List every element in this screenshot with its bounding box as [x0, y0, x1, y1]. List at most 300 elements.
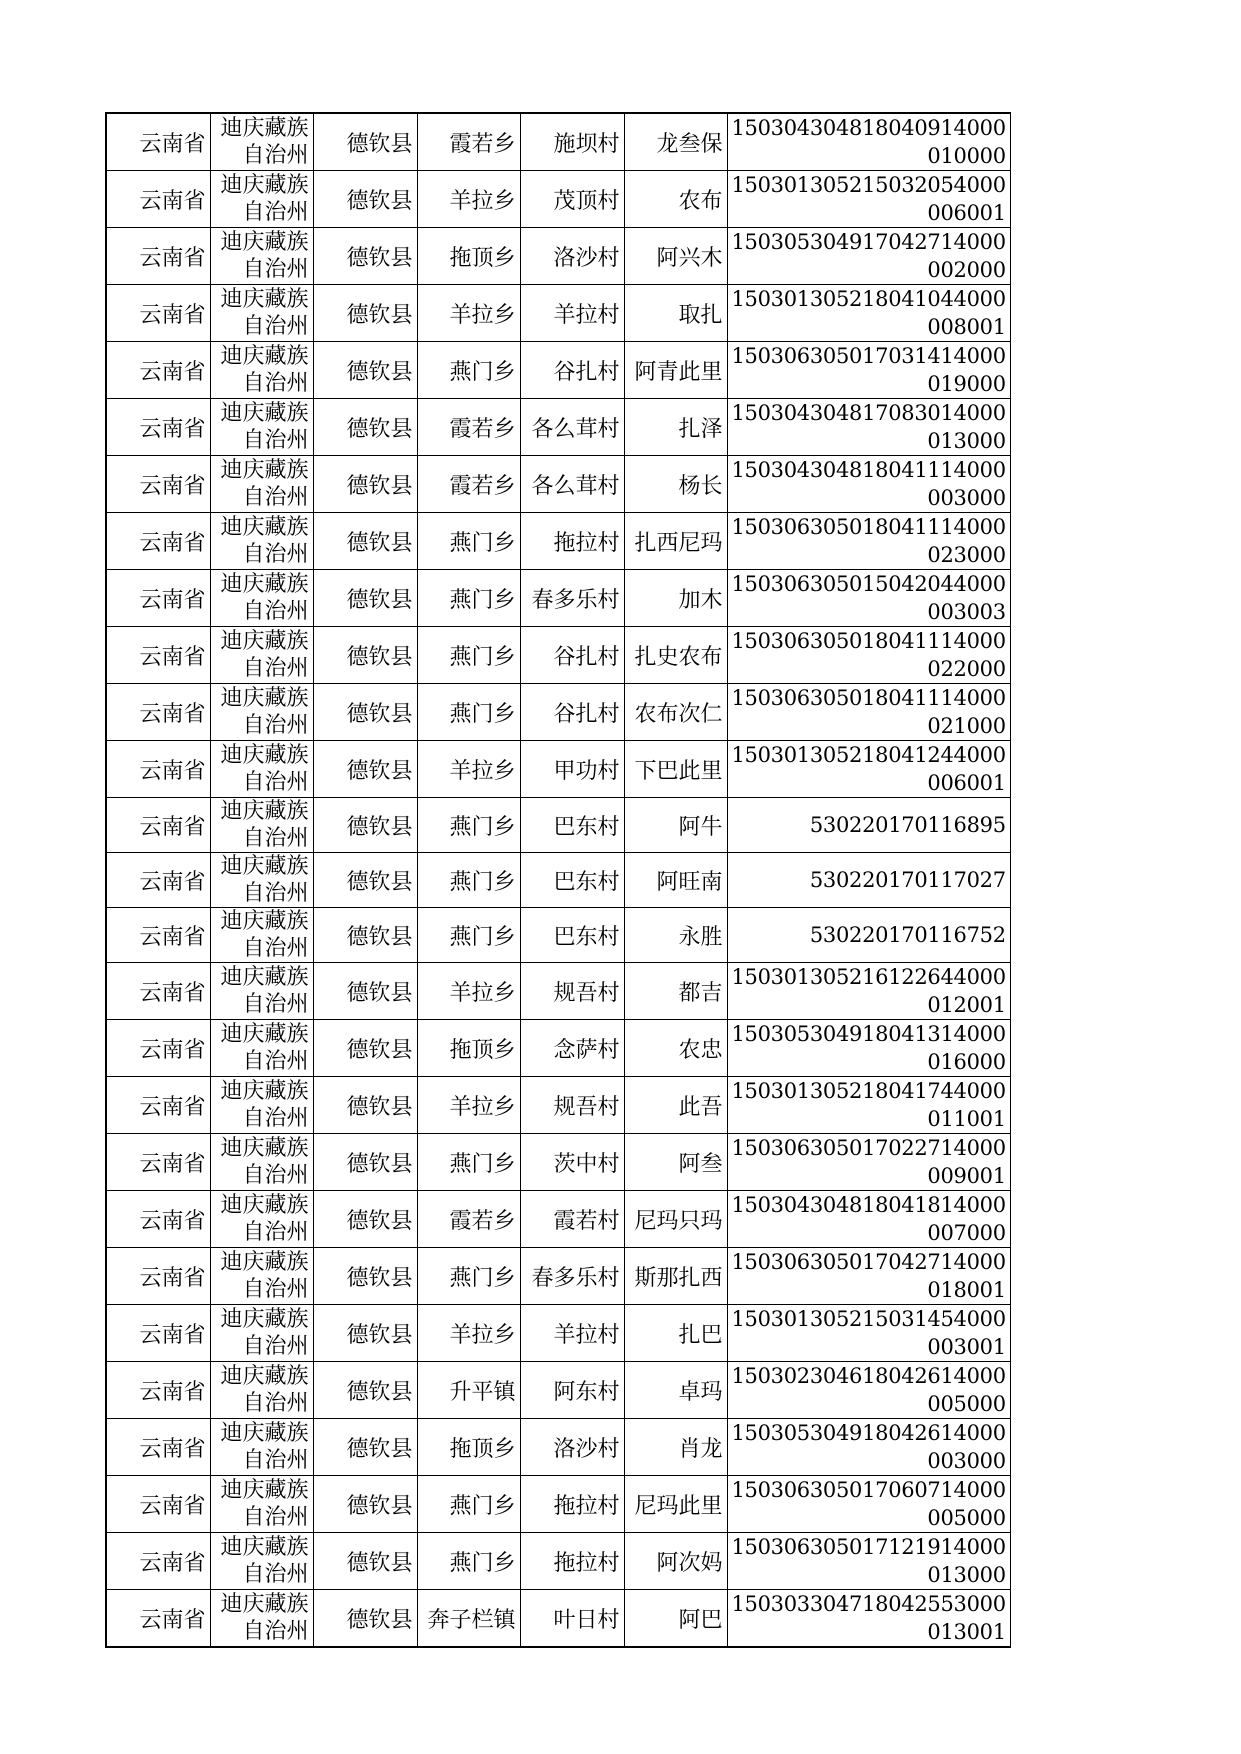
county-cell: 德钦县: [313, 285, 417, 342]
prefecture-line-2: 自治州: [242, 257, 309, 282]
county-cell: 德钦县: [313, 798, 417, 853]
id-number-cell: [727, 741, 1010, 798]
province-cell: 云南省: [106, 908, 210, 963]
name-cell: 农布次仁: [624, 684, 727, 741]
name-cell: 阿叁: [624, 1134, 727, 1191]
prefecture-line-1: 迪庆藏族: [220, 1478, 309, 1503]
name-cell: 永胜: [624, 908, 727, 963]
id-number-cell: [727, 342, 1010, 399]
id-number-cell: [727, 228, 1010, 285]
township-cell: 燕门乡: [417, 1476, 520, 1533]
county-cell: 德钦县: [313, 963, 417, 1020]
province-cell: 云南省: [106, 1476, 210, 1533]
name-cell: 龙叁保: [624, 113, 727, 171]
village-cell: 各么茸村: [520, 399, 624, 456]
village-cell: 规吾村: [520, 1077, 624, 1134]
name-cell: 斯那扎西: [624, 1248, 727, 1305]
province-cell: 云南省: [106, 399, 210, 456]
county-cell: 德钦县: [313, 1533, 417, 1590]
table-row: [106, 1362, 1010, 1419]
id-number-line-1: 150305304918042614000: [731, 1421, 1006, 1445]
prefecture-line-2: 自治州: [242, 485, 309, 510]
township-cell: 拖顶乡: [417, 228, 520, 285]
province-cell: 云南省: [106, 1590, 210, 1648]
name-cell: 阿次妈: [624, 1533, 727, 1590]
id-number-line-2: 013001: [927, 1620, 1006, 1644]
prefecture-cell: [210, 113, 313, 171]
id-number-line-1: 150302304618042614000: [731, 1364, 1006, 1388]
prefecture-cell: [210, 741, 313, 798]
village-cell: 谷扎村: [520, 342, 624, 399]
prefecture-cell: [210, 1077, 313, 1134]
prefecture-line-2: 自治州: [242, 1106, 309, 1131]
prefecture-line-1: 迪庆藏族: [220, 909, 309, 934]
table-row: [106, 1419, 1010, 1476]
prefecture-line-2: 自治州: [242, 1163, 309, 1188]
province-cell: 云南省: [106, 113, 210, 171]
id-number-line-1: 150305304918041314000: [731, 1022, 1006, 1046]
township-cell: 羊拉乡: [417, 963, 520, 1020]
name-cell: 加木: [624, 570, 727, 627]
county-cell: 德钦县: [313, 627, 417, 684]
prefecture-cell: [210, 1191, 313, 1248]
province-cell: 云南省: [106, 171, 210, 228]
id-number-line-2: 003001: [927, 1335, 1006, 1359]
province-cell: 云南省: [106, 513, 210, 570]
table-row: [106, 1533, 1010, 1590]
prefecture-cell: [210, 963, 313, 1020]
township-cell: 羊拉乡: [417, 1305, 520, 1362]
table-row: [106, 228, 1010, 285]
id-number-cell: [727, 1362, 1010, 1419]
province-cell: 云南省: [106, 798, 210, 853]
prefecture-line-2: 自治州: [242, 599, 309, 624]
table-row: [106, 513, 1010, 570]
id-number-line-1: 150306305018041114000: [731, 515, 1006, 539]
id-number-line-2: 008001: [927, 315, 1006, 339]
id-number-line-1: 150306305018041114000: [731, 686, 1006, 710]
name-cell: 尼玛只玛: [624, 1191, 727, 1248]
name-cell: 阿旺南: [624, 853, 727, 908]
prefecture-line-1: 迪庆藏族: [220, 1364, 309, 1389]
prefecture-line-1: 迪庆藏族: [220, 629, 309, 654]
prefecture-line-1: 迪庆藏族: [220, 965, 309, 990]
table-body: [106, 113, 1010, 1647]
township-cell: 羊拉乡: [417, 171, 520, 228]
village-cell: 念萨村: [520, 1020, 624, 1077]
table-row: [106, 741, 1010, 798]
township-cell: 霞若乡: [417, 1191, 520, 1248]
table-row: [106, 627, 1010, 684]
county-cell: 德钦县: [313, 908, 417, 963]
name-cell: 扎史农布: [624, 627, 727, 684]
id-number-cell: [727, 1305, 1010, 1362]
province-cell: 云南省: [106, 684, 210, 741]
prefecture-line-1: 迪庆藏族: [220, 116, 309, 141]
id-number-cell: [727, 570, 1010, 627]
township-cell: 羊拉乡: [417, 741, 520, 798]
id-number-cell: [727, 113, 1010, 171]
county-cell: 德钦县: [313, 570, 417, 627]
table-row: [106, 1020, 1010, 1077]
id-number-cell: 530220170116752: [727, 908, 1010, 963]
prefecture-line-2: 自治州: [242, 936, 309, 961]
village-cell: 拖拉村: [520, 1533, 624, 1590]
province-cell: 云南省: [106, 456, 210, 513]
village-cell: 巴东村: [520, 853, 624, 908]
id-number-line-2: 018001: [927, 1278, 1006, 1302]
township-cell: 燕门乡: [417, 1533, 520, 1590]
village-cell: 叶日村: [520, 1590, 624, 1648]
province-cell: 云南省: [106, 570, 210, 627]
prefecture-cell: [210, 853, 313, 908]
township-cell: 燕门乡: [417, 908, 520, 963]
prefecture-line-2: 自治州: [242, 770, 309, 795]
prefecture-cell: [210, 1419, 313, 1476]
village-cell: 春多乐村: [520, 570, 624, 627]
village-cell: 拖拉村: [520, 1476, 624, 1533]
village-cell: 施坝村: [520, 113, 624, 171]
name-cell: 卓玛: [624, 1362, 727, 1419]
id-number-line-2: 022000: [927, 657, 1006, 681]
province-cell: 云南省: [106, 963, 210, 1020]
county-cell: 德钦县: [313, 1476, 417, 1533]
id-number-line-2: 005000: [927, 1392, 1006, 1416]
county-cell: 德钦县: [313, 853, 417, 908]
village-cell: 茨中村: [520, 1134, 624, 1191]
county-cell: 德钦县: [313, 342, 417, 399]
id-number-line-2: 023000: [927, 543, 1006, 567]
id-number-cell: [727, 1077, 1010, 1134]
id-number-line-2: 021000: [927, 714, 1006, 738]
name-cell: 扎西尼玛: [624, 513, 727, 570]
township-cell: 燕门乡: [417, 853, 520, 908]
id-number-cell: [727, 1248, 1010, 1305]
county-cell: 德钦县: [313, 741, 417, 798]
id-number-line-1: 150301305218041044000: [731, 287, 1006, 311]
county-cell: 德钦县: [313, 684, 417, 741]
county-cell: 德钦县: [313, 1134, 417, 1191]
table-row: [106, 285, 1010, 342]
id-number-line-1: 150306305015042044000: [731, 572, 1006, 596]
name-cell: 杨长: [624, 456, 727, 513]
prefecture-cell: [210, 342, 313, 399]
township-cell: 拖顶乡: [417, 1419, 520, 1476]
county-cell: 德钦县: [313, 1248, 417, 1305]
county-cell: 德钦县: [313, 1305, 417, 1362]
name-cell: 阿牛: [624, 798, 727, 853]
prefecture-line-2: 自治州: [242, 1562, 309, 1587]
id-number-line-2: 003003: [927, 600, 1006, 624]
prefecture-line-1: 迪庆藏族: [220, 401, 309, 426]
prefecture-cell: [210, 908, 313, 963]
village-cell: 洛沙村: [520, 228, 624, 285]
id-number-line-2: 002000: [927, 258, 1006, 282]
county-cell: 德钦县: [313, 113, 417, 171]
prefecture-line-2: 自治州: [242, 1448, 309, 1473]
village-cell: 各么茸村: [520, 456, 624, 513]
village-cell: 规吾村: [520, 963, 624, 1020]
table-row: [106, 171, 1010, 228]
name-cell: 扎泽: [624, 399, 727, 456]
id-number-cell: [727, 1590, 1010, 1648]
table-row: [106, 342, 1010, 399]
id-number-line-1: 150306305017031414000: [731, 344, 1006, 368]
prefecture-cell: [210, 1590, 313, 1648]
prefecture-line-2: 自治州: [242, 881, 309, 906]
village-cell: 谷扎村: [520, 627, 624, 684]
table-row: [106, 113, 1010, 171]
prefecture-line-1: 迪庆藏族: [220, 1535, 309, 1560]
township-cell: 羊拉乡: [417, 1077, 520, 1134]
village-cell: 拖拉村: [520, 513, 624, 570]
id-number-line-2: 005000: [927, 1506, 1006, 1530]
province-cell: 云南省: [106, 1134, 210, 1191]
id-number-line-1: 150306305017042714000: [731, 1250, 1006, 1274]
prefecture-line-1: 迪庆藏族: [220, 1136, 309, 1161]
id-number-line-2: 010000: [927, 144, 1006, 168]
table-row: [106, 1305, 1010, 1362]
id-number-cell: [727, 171, 1010, 228]
prefecture-cell: [210, 627, 313, 684]
county-cell: 德钦县: [313, 1362, 417, 1419]
id-number-line-1: 150306305018041114000: [731, 629, 1006, 653]
table-row: [106, 853, 1010, 908]
prefecture-cell: [210, 171, 313, 228]
prefecture-line-1: 迪庆藏族: [220, 854, 309, 879]
prefecture-line-2: 自治州: [242, 713, 309, 738]
id-number-line-2: 006001: [927, 201, 1006, 225]
prefecture-cell: [210, 1362, 313, 1419]
township-cell: 霞若乡: [417, 456, 520, 513]
id-number-line-2: 003000: [927, 486, 1006, 510]
table-row: [106, 1077, 1010, 1134]
prefecture-cell: [210, 798, 313, 853]
province-cell: 云南省: [106, 1191, 210, 1248]
province-cell: 云南省: [106, 741, 210, 798]
prefecture-line-2: 自治州: [242, 428, 309, 453]
id-number-line-1: 150301305215031454000: [731, 1307, 1006, 1331]
id-number-line-1: 150303304718042553000: [731, 1592, 1006, 1616]
prefecture-line-2: 自治州: [242, 1505, 309, 1530]
village-cell: 春多乐村: [520, 1248, 624, 1305]
prefecture-line-2: 自治州: [242, 1277, 309, 1302]
name-cell: 尼玛此里: [624, 1476, 727, 1533]
province-cell: 云南省: [106, 1305, 210, 1362]
county-cell: 德钦县: [313, 456, 417, 513]
table-row: [106, 570, 1010, 627]
prefecture-cell: [210, 1248, 313, 1305]
name-cell: 取扎: [624, 285, 727, 342]
prefecture-line-1: 迪庆藏族: [220, 1592, 309, 1617]
prefecture-line-2: 自治州: [242, 1334, 309, 1359]
province-cell: 云南省: [106, 627, 210, 684]
prefecture-line-1: 迪庆藏族: [220, 1421, 309, 1446]
id-number-line-1: 150306305017060714000: [731, 1478, 1006, 1502]
id-number-cell: [727, 1191, 1010, 1248]
id-number-cell: [727, 1134, 1010, 1191]
township-cell: 羊拉乡: [417, 285, 520, 342]
county-cell: 德钦县: [313, 1020, 417, 1077]
county-cell: 德钦县: [313, 1590, 417, 1648]
id-number-line-2: 006001: [927, 771, 1006, 795]
province-cell: 云南省: [106, 342, 210, 399]
table-row: [106, 399, 1010, 456]
table-row: [106, 1476, 1010, 1533]
province-cell: 云南省: [106, 228, 210, 285]
township-cell: 燕门乡: [417, 570, 520, 627]
prefecture-line-1: 迪庆藏族: [220, 799, 309, 824]
id-number-line-1: 150304304818040914000: [731, 116, 1006, 140]
prefecture-cell: [210, 1476, 313, 1533]
id-number-cell: [727, 1020, 1010, 1077]
id-number-line-2: 013000: [927, 1563, 1006, 1587]
prefecture-line-1: 迪庆藏族: [220, 686, 309, 711]
id-number-line-2: 007000: [927, 1221, 1006, 1245]
name-cell: 阿兴木: [624, 228, 727, 285]
prefecture-line-1: 迪庆藏族: [220, 1193, 309, 1218]
id-number-line-2: 019000: [927, 372, 1006, 396]
county-cell: 德钦县: [313, 399, 417, 456]
table-row: [106, 908, 1010, 963]
prefecture-cell: [210, 684, 313, 741]
prefecture-line-1: 迪庆藏族: [220, 173, 309, 198]
table-row: [106, 1134, 1010, 1191]
id-number-line-1: 150306305017022714000: [731, 1136, 1006, 1160]
id-number-line-1: 150301305216122644000: [731, 965, 1006, 989]
name-cell: 扎巴: [624, 1305, 727, 1362]
prefecture-line-2: 自治州: [242, 1619, 309, 1644]
id-number-cell: [727, 1476, 1010, 1533]
county-cell: 德钦县: [313, 1419, 417, 1476]
prefecture-line-2: 自治州: [242, 200, 309, 225]
prefecture-cell: [210, 399, 313, 456]
village-cell: 甲功村: [520, 741, 624, 798]
prefecture-line-1: 迪庆藏族: [220, 230, 309, 255]
prefecture-line-1: 迪庆藏族: [220, 287, 309, 312]
prefecture-line-2: 自治州: [242, 542, 309, 567]
prefecture-cell: [210, 1533, 313, 1590]
id-number-cell: [727, 963, 1010, 1020]
name-cell: 都吉: [624, 963, 727, 1020]
prefecture-line-1: 迪庆藏族: [220, 1022, 309, 1047]
village-cell: 霞若村: [520, 1191, 624, 1248]
province-cell: 云南省: [106, 1533, 210, 1590]
table-row: [106, 798, 1010, 853]
prefecture-line-2: 自治州: [242, 826, 309, 851]
prefecture-line-2: 自治州: [242, 992, 309, 1017]
prefecture-line-1: 迪庆藏族: [220, 1250, 309, 1275]
prefecture-cell: [210, 1134, 313, 1191]
township-cell: 霞若乡: [417, 113, 520, 171]
table-row: [106, 1248, 1010, 1305]
township-cell: 燕门乡: [417, 1134, 520, 1191]
township-cell: 升平镇: [417, 1362, 520, 1419]
province-cell: 云南省: [106, 285, 210, 342]
township-cell: 燕门乡: [417, 342, 520, 399]
village-cell: 巴东村: [520, 798, 624, 853]
id-number-line-2: 016000: [927, 1050, 1006, 1074]
id-number-line-2: 011001: [927, 1107, 1006, 1131]
table-row: [106, 1590, 1010, 1648]
id-number-cell: [727, 1533, 1010, 1590]
name-cell: 肖龙: [624, 1419, 727, 1476]
name-cell: 阿巴: [624, 1590, 727, 1648]
province-cell: 云南省: [106, 1419, 210, 1476]
prefecture-line-2: 自治州: [242, 656, 309, 681]
id-number-line-1: 150304304818041814000: [731, 1193, 1006, 1217]
prefecture-line-2: 自治州: [242, 1049, 309, 1074]
id-number-line-2: 012001: [927, 993, 1006, 1017]
prefecture-line-1: 迪庆藏族: [220, 515, 309, 540]
province-cell: 云南省: [106, 1248, 210, 1305]
prefecture-line-1: 迪庆藏族: [220, 344, 309, 369]
prefecture-cell: [210, 1305, 313, 1362]
prefecture-cell: [210, 228, 313, 285]
prefecture-line-2: 自治州: [242, 1220, 309, 1245]
township-cell: 燕门乡: [417, 798, 520, 853]
id-number-cell: [727, 399, 1010, 456]
prefecture-line-2: 自治州: [242, 314, 309, 339]
id-number-line-2: 009001: [927, 1164, 1006, 1188]
prefecture-line-1: 迪庆藏族: [220, 1079, 309, 1104]
id-number-line-1: 150301305215032054000: [731, 173, 1006, 197]
id-number-cell: [727, 285, 1010, 342]
name-cell: 阿青此里: [624, 342, 727, 399]
village-cell: 谷扎村: [520, 684, 624, 741]
township-cell: 燕门乡: [417, 1248, 520, 1305]
village-cell: 羊拉村: [520, 285, 624, 342]
prefecture-line-2: 自治州: [242, 143, 309, 168]
id-number-cell: [727, 513, 1010, 570]
county-cell: 德钦县: [313, 228, 417, 285]
village-cell: 巴东村: [520, 908, 624, 963]
province-cell: 云南省: [106, 853, 210, 908]
id-number-cell: [727, 1419, 1010, 1476]
table-row: [106, 684, 1010, 741]
county-cell: 德钦县: [313, 1077, 417, 1134]
township-cell: 霞若乡: [417, 399, 520, 456]
county-cell: 德钦县: [313, 513, 417, 570]
village-cell: 茂顶村: [520, 171, 624, 228]
id-number-line-1: 150305304917042714000: [731, 230, 1006, 254]
id-number-line-1: 150304304817083014000: [731, 401, 1006, 425]
id-number-cell: 530220170117027: [727, 853, 1010, 908]
data-table: [105, 112, 1011, 1648]
name-cell: 此吾: [624, 1077, 727, 1134]
prefecture-line-1: 迪庆藏族: [220, 743, 309, 768]
id-number-line-2: 013000: [927, 429, 1006, 453]
table-row: [106, 1191, 1010, 1248]
prefecture-line-1: 迪庆藏族: [220, 1307, 309, 1332]
township-cell: 燕门乡: [417, 513, 520, 570]
county-cell: 德钦县: [313, 171, 417, 228]
prefecture-cell: [210, 1020, 313, 1077]
township-cell: 燕门乡: [417, 684, 520, 741]
township-cell: 奔子栏镇: [417, 1590, 520, 1648]
prefecture-cell: [210, 285, 313, 342]
township-cell: 拖顶乡: [417, 1020, 520, 1077]
id-number-line-2: 003000: [927, 1449, 1006, 1473]
name-cell: 下巴此里: [624, 741, 727, 798]
id-number-line-1: 150301305218041244000: [731, 743, 1006, 767]
village-cell: 羊拉村: [520, 1305, 624, 1362]
id-number-cell: 530220170116895: [727, 798, 1010, 853]
prefecture-cell: [210, 456, 313, 513]
village-cell: 洛沙村: [520, 1419, 624, 1476]
province-cell: 云南省: [106, 1077, 210, 1134]
id-number-line-1: 150301305218041744000: [731, 1079, 1006, 1103]
